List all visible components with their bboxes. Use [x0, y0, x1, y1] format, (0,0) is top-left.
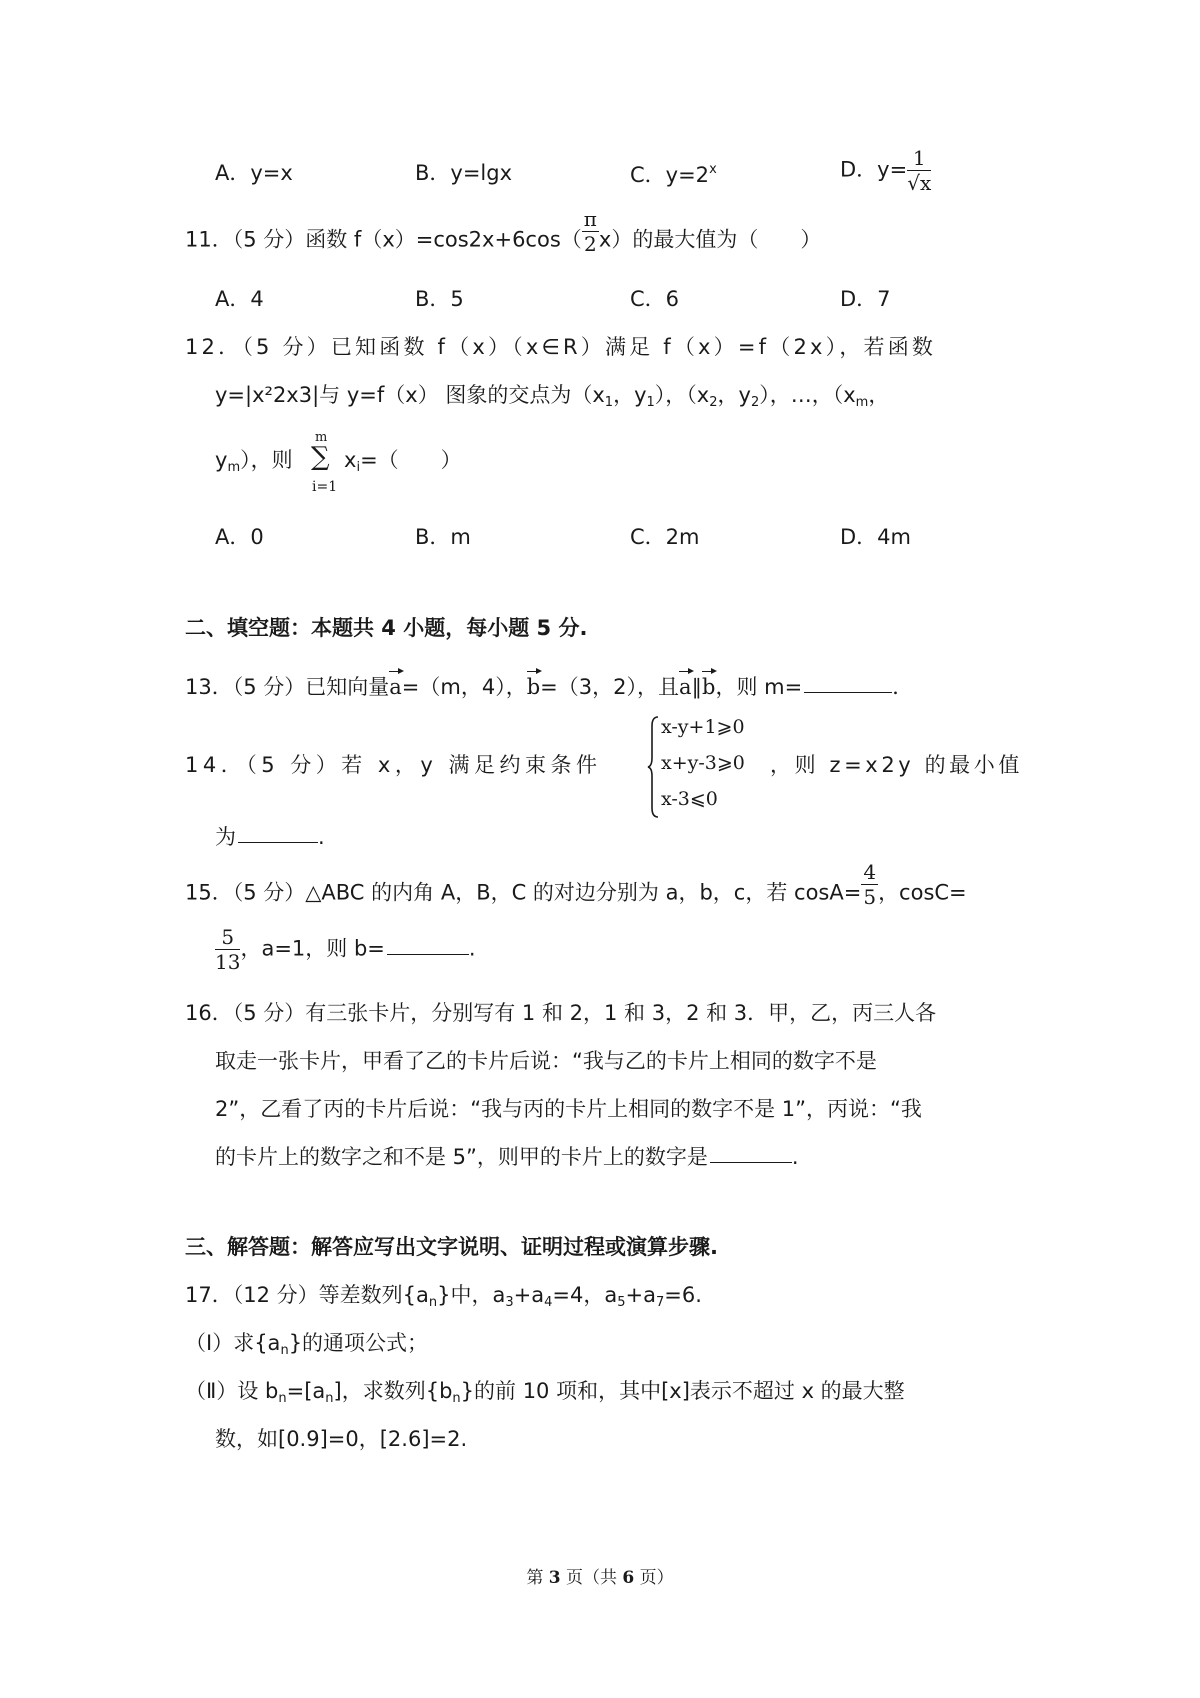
question-17-part-2: （Ⅱ）设 $b_n=[a_n]$，求数列$\{b_n\}$的前 10 项和，其中[x]表示不超过 x 的最大整: [185, 1379, 905, 1406]
question-12-line-1: 12．（5 分）已知函数 f（x）（x∈R）满足 f（x）=f（2x），若函数: [185, 335, 937, 359]
q16-answer-blank: [710, 1161, 792, 1163]
q12-option-c: C．2m: [630, 525, 700, 549]
sum-lower-limit: i=1: [312, 479, 338, 495]
question-11: 11．（5 分）函数 f（x）=cos2x+6cos（ $\frac{\pi}{2}$ x）的最大值为（ ）: [185, 207, 822, 256]
question-14: 14．（5 分）若 x，y 满足约束条件: [185, 753, 602, 777]
constraint-3: x-3⩽0: [661, 788, 718, 810]
sum-upper-limit: m: [315, 430, 328, 445]
q10-option-b: B．y=lgx: [415, 161, 513, 185]
question-14-c: 为 .: [215, 825, 325, 849]
question-12-line-2: y=|x²2x3|与 y=f（x） 图象的交点为（$x_1$，$y_1$），（$x_2$，$y_2$），…，（$x_m$，: [215, 383, 890, 410]
question-12-line-3-end: $x_i=$（ ）: [344, 448, 462, 475]
q14-answer-blank: [238, 841, 318, 843]
q12-option-d: D．4m: [840, 525, 911, 549]
question-14-b: ，则 z=x2y 的最小值: [770, 753, 1023, 777]
vec-a-2: a: [679, 675, 692, 699]
question-15-line-2: $\frac{5}{13}$ ，a=1，则 b= .: [215, 925, 476, 974]
q11-option-c: C．6: [630, 287, 680, 311]
q12-option-b: B．m: [415, 525, 471, 549]
constraint-2: x+y-3⩾0: [661, 752, 745, 774]
question-15: 15．（5 分）△ABC 的内角 A，B，C 的对边分别为 a，b，c，若 cosA= $\frac{4}{5}$ ，cosC=: [185, 860, 967, 909]
q12-option-a: A．0: [215, 525, 264, 549]
section-2-heading: 二、填空题：本题共 4 小题，每小题 5 分.: [185, 616, 588, 640]
q15-answer-blank: [387, 953, 469, 955]
section-3-heading: 三、解答题：解答应写出文字说明、证明过程或演算步骤.: [185, 1235, 718, 1259]
q11-option-a: A．4: [215, 287, 264, 311]
q10-option-a: A．y=x: [215, 161, 293, 185]
question-16-line-4: 的卡片上的数字之和不是 5”，则甲的卡片上的数字是 .: [215, 1145, 799, 1169]
question-13: 13．（5 分）已知向量a=（m，4），b=（3，2），且a∥b，则 m= ．: [185, 675, 914, 699]
question-16-line-1: 16．（5 分）有三张卡片，分别写有 1 和 2，1 和 3，2 和 3．甲，乙，丙三人各: [185, 1001, 937, 1025]
question-17-part-1: （Ⅰ）求$\{a_n\}$的通项公式；: [185, 1331, 429, 1358]
question-17-part-2-cont: 数，如[0.9]=0，[2.6]=2.: [215, 1427, 468, 1451]
sigma-symbol: ∑: [311, 442, 330, 472]
q10-option-c: C．$y=2^x$: [630, 162, 717, 187]
constraint-brace: [647, 716, 659, 818]
constraint-1: x-y+1⩾0: [661, 716, 745, 738]
question-12-line-3: $y_m$），则: [215, 448, 293, 475]
question-17: 17．（12 分）等差数列$\{a_n\}$中，$a_3+a_4=4$，$a_5+a_7=6$.: [185, 1283, 702, 1310]
q11-option-b: B．5: [415, 287, 464, 311]
page-footer: 第 3 页（共 6 页）: [526, 1568, 674, 1588]
q11-option-d: D．7: [840, 287, 891, 311]
q10-option-d: D．y= $\frac{1}{√x}$: [840, 146, 932, 195]
question-16-line-2: 取走一张卡片，甲看了乙的卡片后说：“我与乙的卡片上相同的数字不是: [215, 1049, 877, 1073]
q13-answer-blank: [804, 691, 892, 693]
question-16-line-3: 2”，乙看了丙的卡片后说：“我与丙的卡片上相同的数字不是 1”，丙说：“我: [215, 1097, 922, 1121]
